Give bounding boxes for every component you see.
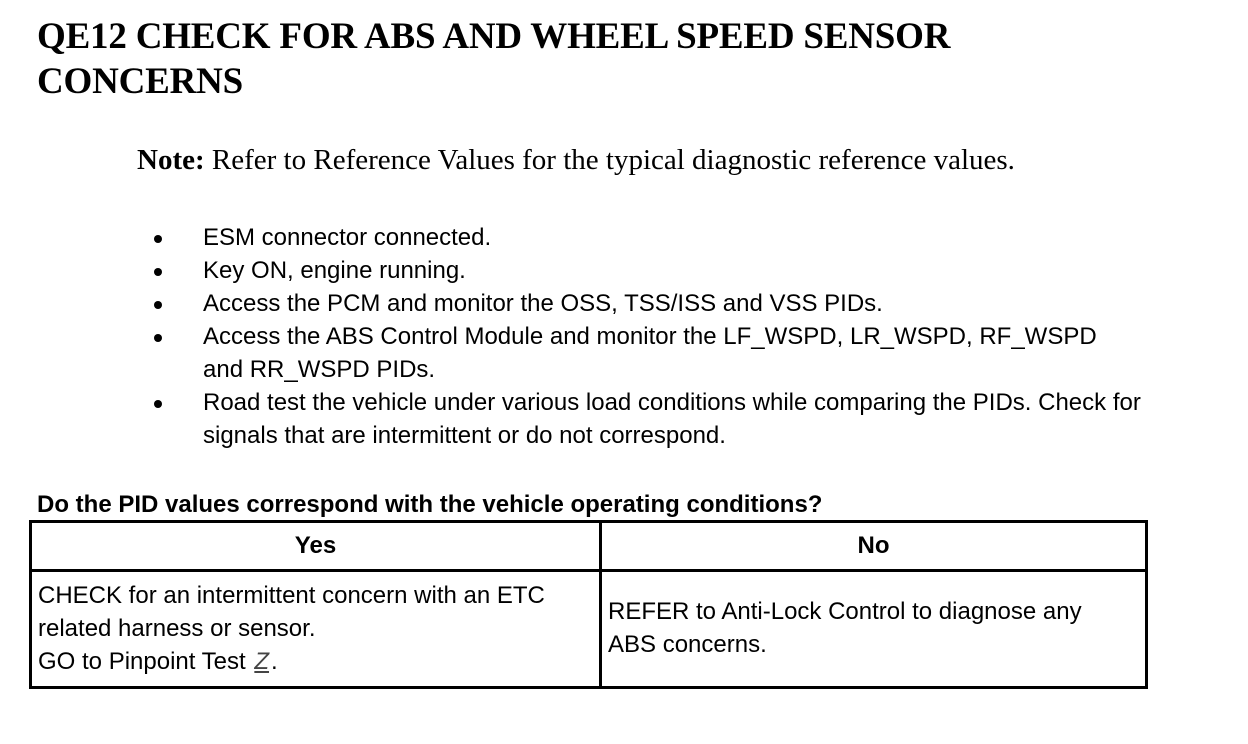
list-item (150, 287, 1168, 320)
no-header: No (601, 522, 1147, 571)
list-item (150, 254, 1168, 287)
pinpoint-test-link[interactable]: Z (254, 647, 270, 675)
table-row (31, 571, 1147, 688)
list-item (150, 320, 1103, 386)
list-item (150, 221, 1168, 254)
bullet-icon (154, 334, 162, 342)
precondition-list (150, 221, 1168, 452)
page-title: QE12 CHECK FOR ABS AND WHEEL SPEED SENSOR CONCERNS (37, 16, 951, 102)
list-item-text: ESM connector connected. (203, 224, 492, 251)
list-item-text: Access the ABS Control Module and monitor the LF_WSPD, LR_WSPD, RF_WSPD and RR_WSPD PIDs. (203, 323, 1097, 383)
goto-prefix: GO to Pinpoint Test (38, 647, 246, 675)
no-cell (601, 571, 1147, 688)
decision-table (29, 520, 1148, 689)
yes-cell-goto (38, 645, 591, 678)
goto-suffix: . (271, 647, 278, 675)
note-label: Note: (137, 144, 205, 176)
no-cell-text: REFER to Anti-Lock Control to diagnose any ABS concerns. (608, 598, 1082, 658)
list-item-text: Road test the vehicle under various load conditions while comparing the PIDs. Check for signals that are intermittent or do not correspond. (203, 389, 1141, 449)
bullet-icon (154, 235, 162, 243)
decision-question: Do the PID values correspond with the vehicle operating conditions? (37, 491, 823, 518)
yes-cell-instruction: CHECK for an intermittent concern with an ETC related harness or sensor. (38, 581, 545, 642)
list-item-text: Key ON, engine running. (203, 257, 466, 284)
bullet-icon (154, 301, 162, 309)
bullet-icon (154, 400, 162, 408)
list-item (150, 386, 1168, 452)
table-header-row (31, 522, 1147, 571)
list-item-text: Access the PCM and monitor the OSS, TSS/ISS and VSS PIDs. (203, 290, 883, 317)
note (137, 142, 1015, 178)
note-text: Refer to Reference Values for the typical diagnostic reference values. (211, 144, 1015, 176)
yes-cell (31, 571, 601, 688)
yes-header: Yes (31, 522, 601, 571)
bullet-icon (154, 268, 162, 276)
